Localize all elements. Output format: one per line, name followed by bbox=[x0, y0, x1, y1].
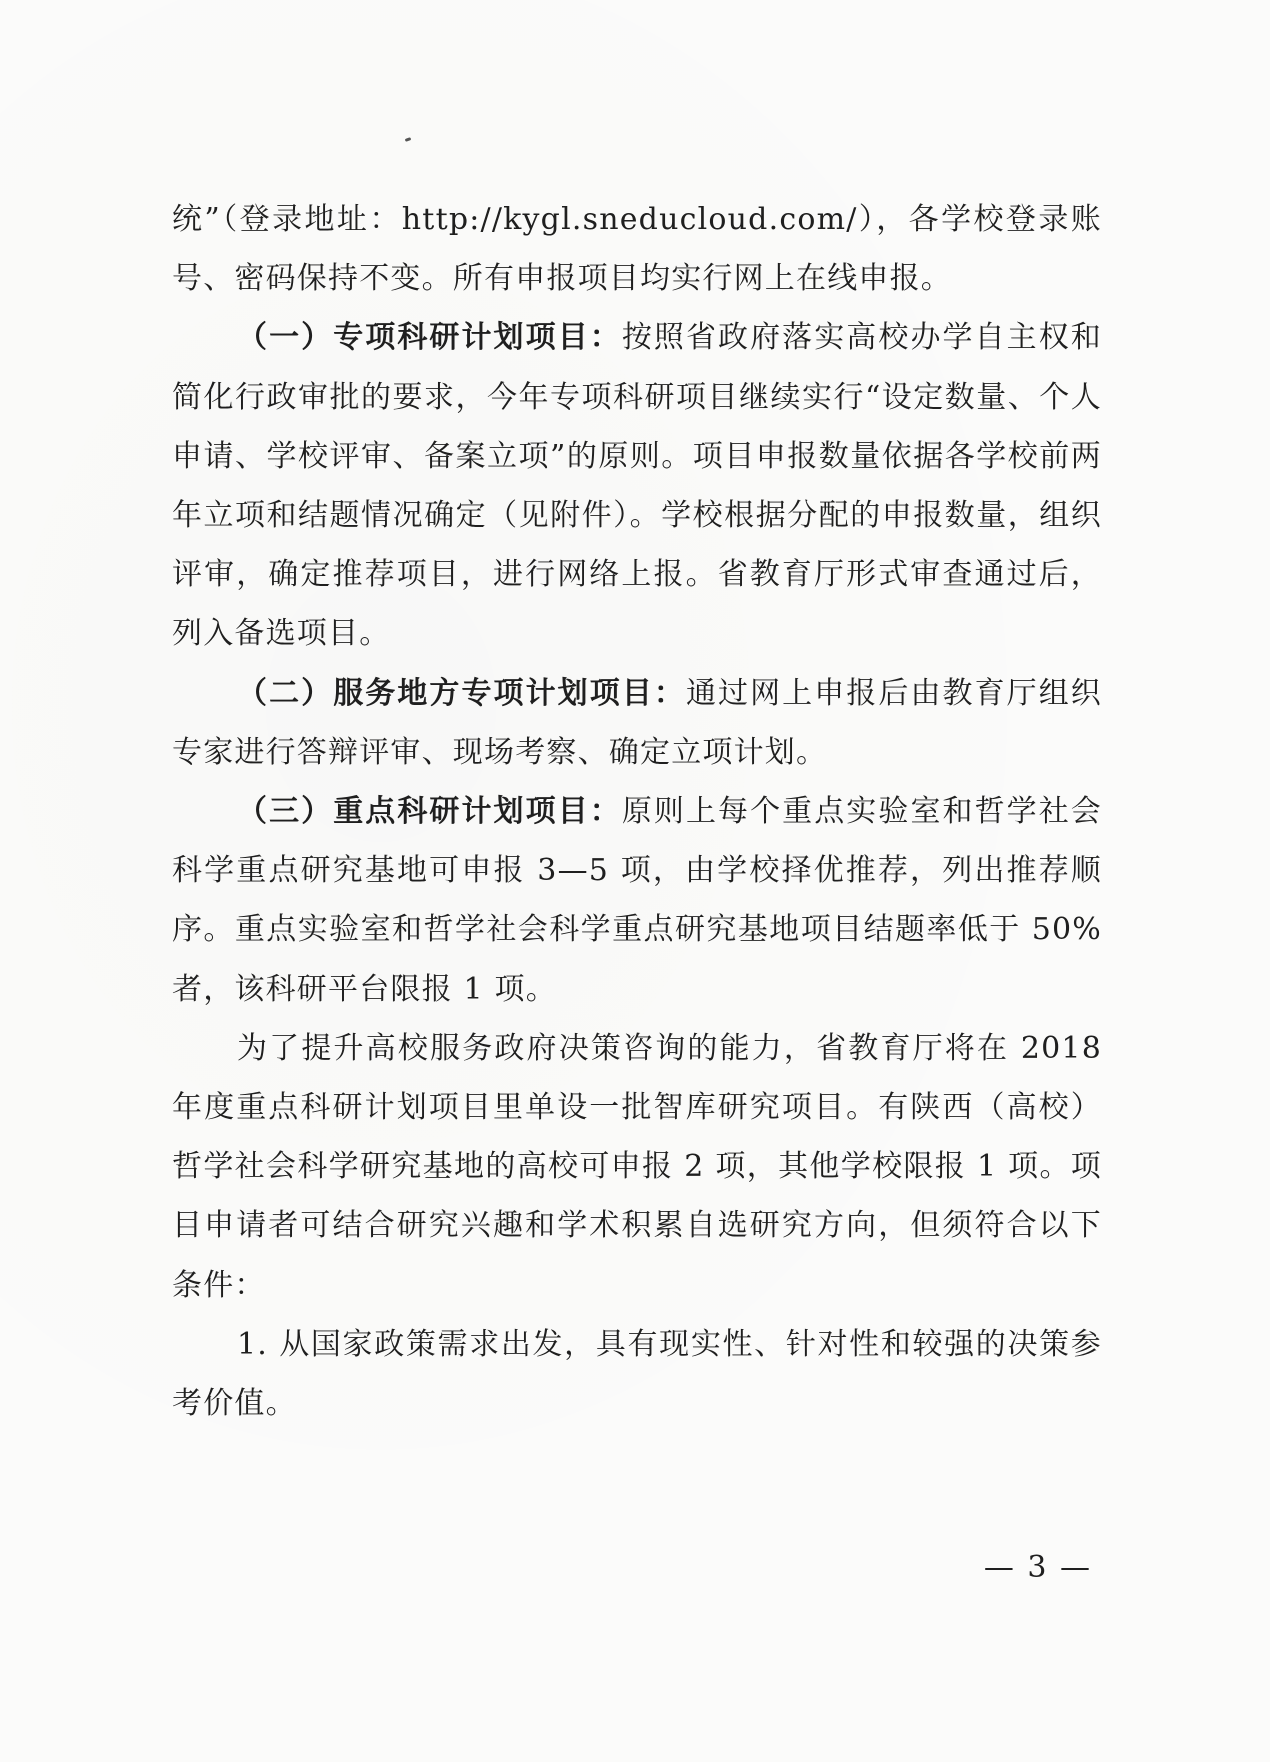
paragraph-heading: （一）专项科研计划项目： bbox=[237, 320, 622, 356]
paragraph-think-tank bbox=[172, 1019, 1102, 1315]
paragraph-text: 原则上每个重点实验室和哲学社会科学重点研究基地可申报 3—5 项，由学校择优推荐，列出推荐顺序。重点实验室和哲学社会科学重点研究基地项目结题率低于 50%者，该科研平台限报 1 项。 bbox=[172, 794, 1102, 1007]
paragraph-text: 统”（登录地址：http://kygl.sneducloud.com/），各学校登录账号、密码保持不变。所有申报项目均实行网上在线申报。 bbox=[172, 202, 1102, 297]
paragraph-key-research bbox=[172, 782, 1102, 1019]
paragraph-text: 通过网上申报后由教育厅组织专家进行答辩评审、现场考察、确定立项计划。 bbox=[172, 675, 1102, 770]
paragraph-login-info bbox=[172, 190, 1102, 308]
paragraph-heading: （三）重点科研计划项目： bbox=[237, 794, 622, 830]
page-number: — 3 — bbox=[983, 1550, 1092, 1585]
paragraph-condition-1 bbox=[172, 1315, 1102, 1433]
paragraph-heading: （二）服务地方专项计划项目： bbox=[237, 675, 686, 711]
scan-speck bbox=[405, 137, 412, 142]
paragraph-special-research bbox=[172, 308, 1102, 663]
paragraph-text: 为了提升高校服务政府决策咨询的能力，省教育厅将在 2018 年度重点科研计划项目里单设一批智库研究项目。有陕西（高校）哲学社会科学研究基地的高校可申报 2 项，其他学校限报 1 项。项目申请者可结合研究兴趣和学术积累自选研究方向，但须符合以下条件： bbox=[172, 1030, 1102, 1303]
document-body bbox=[172, 190, 1102, 1433]
paragraph-text: 1. 从国家政策需求出发，具有现实性、针对性和较强的决策参考价值。 bbox=[172, 1326, 1102, 1422]
paragraph-text: 按照省政府落实高校办学自主权和简化行政审批的要求，今年专项科研项目继续实行“设定数量、个人申请、学校评审、备案立项”的原则。项目申报数量依据各学校前两年立项和结题情况确定（见附件）。学校根据分配的申报数量，组织评审，确定推荐项目，进行网络上报。省教育厅形式审查通过后，列入备选项目。 bbox=[172, 320, 1102, 652]
paragraph-local-service bbox=[172, 664, 1102, 782]
